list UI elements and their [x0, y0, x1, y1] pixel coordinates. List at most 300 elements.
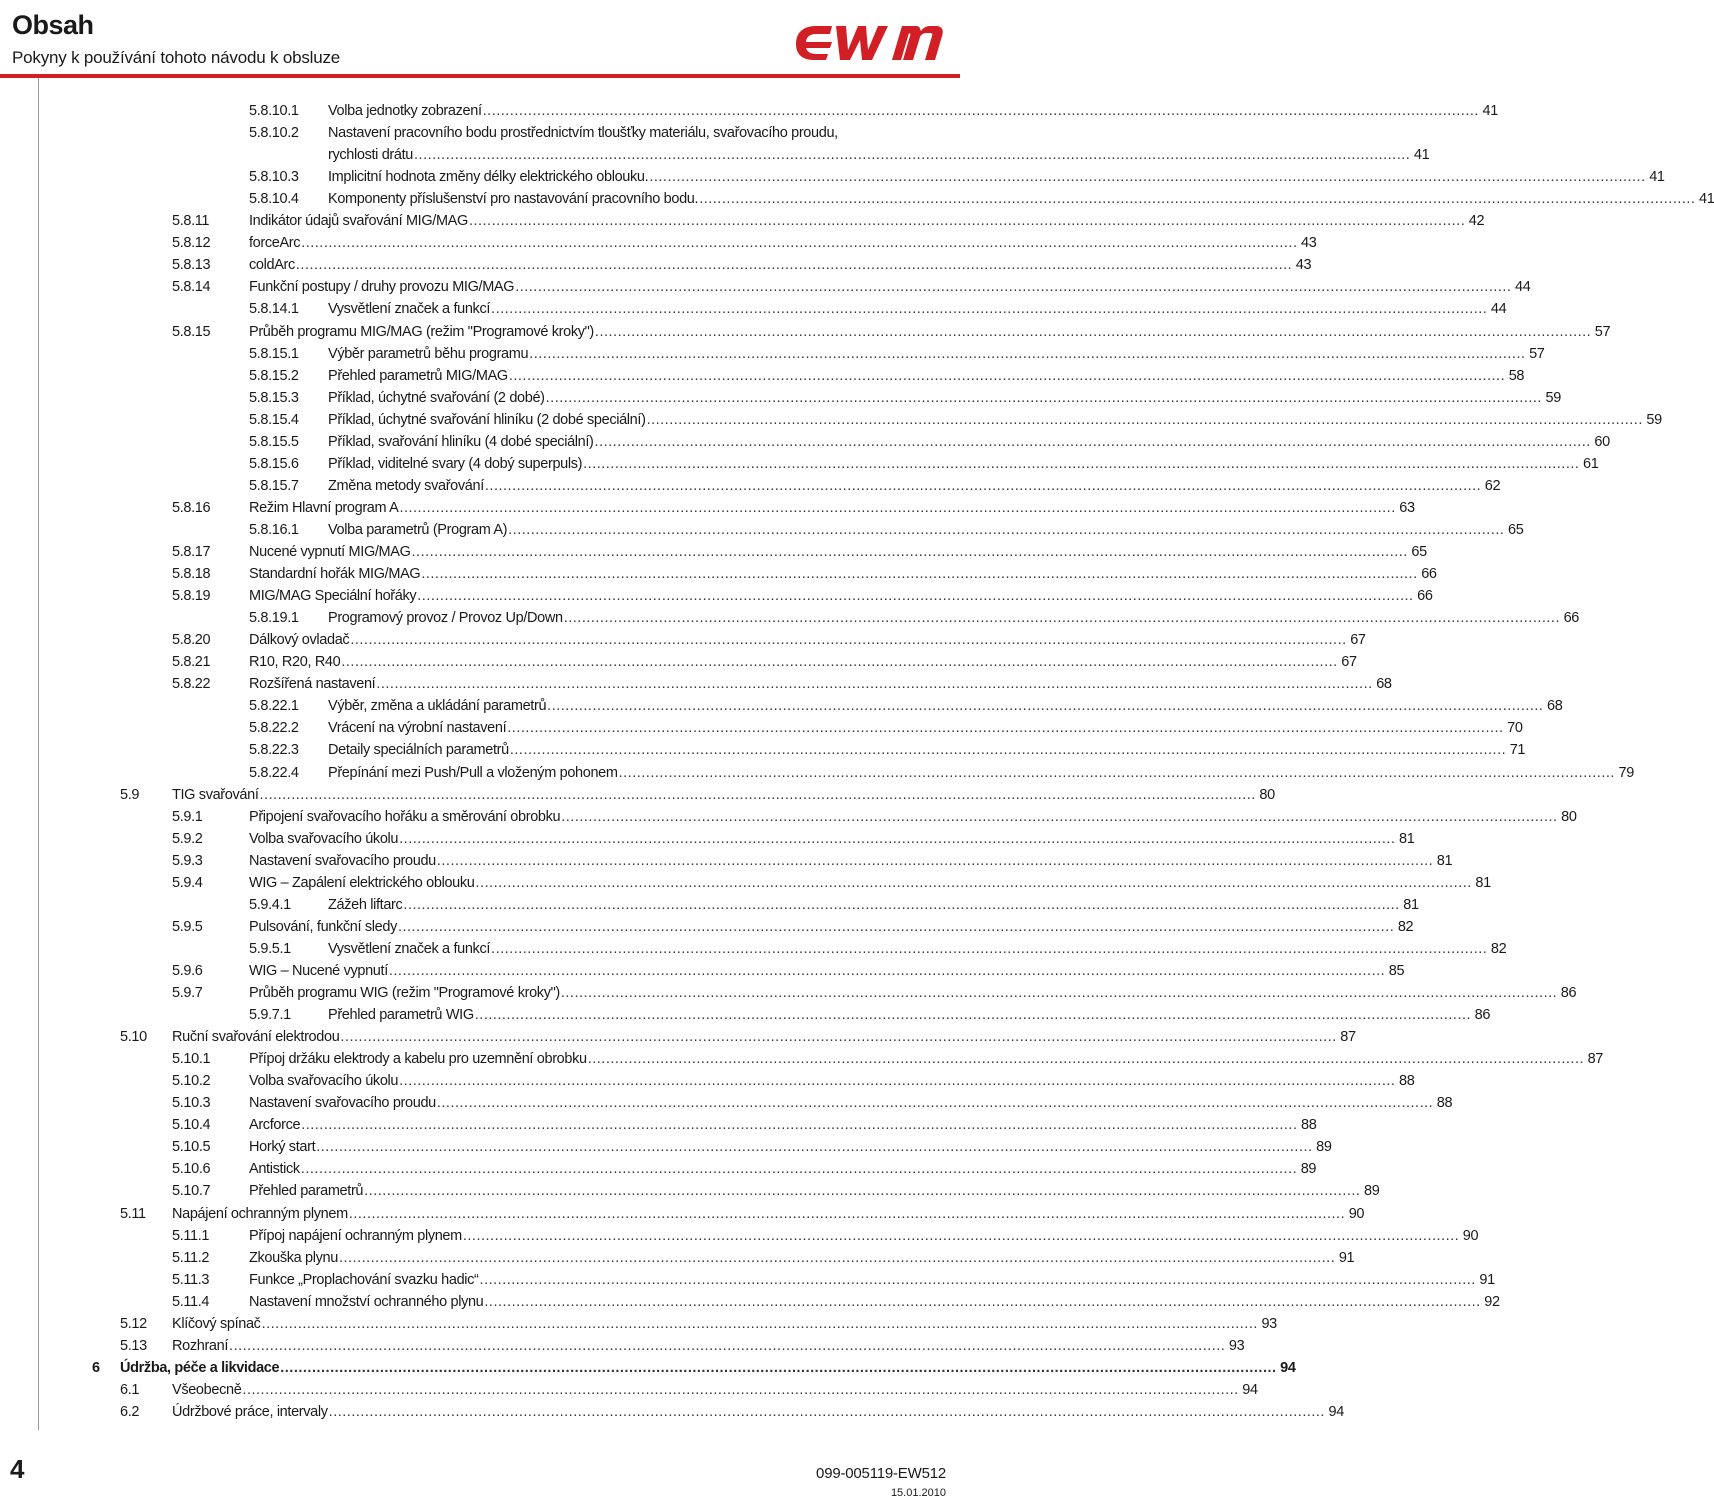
toc-entry-label: Přehled parametrů MIG/MAG: [328, 367, 508, 384]
toc-dot-leader: ............................................................................................................................................................................................................................: [301, 235, 1298, 252]
toc-entry-label: coldArc: [249, 257, 295, 274]
toc-entry[interactable]: [0, 169, 1665, 191]
toc-entry-label: Přehled parametrů WIG: [328, 1007, 474, 1024]
toc-entry-page: 85: [1388, 962, 1405, 979]
toc-entry-number: 5.8.22.3: [249, 742, 299, 759]
toc-dot-leader: ............................................................................................................................................................................................................................: [561, 808, 1558, 825]
toc-entry[interactable]: [0, 764, 1634, 787]
toc-entry[interactable]: [0, 147, 1430, 169]
toc-entry-page: 94: [1280, 1359, 1296, 1376]
toc-entry-page: 44: [1515, 279, 1531, 296]
toc-entry-label: Vrácení na výrobní nastavení: [328, 720, 507, 737]
toc-dot-leader: ............................................................................................................................................................................................................................: [529, 345, 1526, 362]
toc-entry[interactable]: [0, 1337, 1245, 1360]
toc-entry-number: 5.8.22.2: [249, 720, 299, 737]
toc-entry-number: 5.8.16.1: [249, 521, 299, 538]
toc-entry-number: 5.8.17: [172, 544, 211, 560]
toc-entry[interactable]: [0, 1117, 1317, 1139]
toc-entry[interactable]: [0, 1381, 1258, 1404]
toc-entry-label: Nastavení množství ochranného plynu: [249, 1293, 484, 1310]
toc-dot-leader: ............................................................................................................................................................................................................................: [507, 720, 1504, 737]
toc-entry-label: Příklad, svařování hliníku (4 dobé speciální): [328, 433, 594, 450]
toc-entry-number: 5.11.2: [172, 1249, 210, 1266]
toc-dot-leader: ............................................................................................................................................................................................................................: [295, 257, 1293, 274]
page-number: 4: [10, 1454, 25, 1484]
toc-entry-label: Připojení svařovacího hořáku a směrování obrobku: [249, 808, 561, 825]
toc-entry-page: 42: [1468, 213, 1485, 230]
toc-entry[interactable]: [0, 698, 1563, 720]
toc-entry-number: 5.8.15: [172, 323, 211, 340]
toc-entry-page: 82: [1490, 940, 1507, 957]
toc-entry[interactable]: [0, 499, 1415, 522]
toc-dot-leader: ............................................................................................................................................................................................................................: [280, 1359, 1277, 1376]
toc-dot-leader: ............................................................................................................................................................................................................................: [261, 1315, 1258, 1332]
page-header: [0, 0, 960, 84]
toc-entry-page: 44: [1490, 301, 1507, 318]
toc-dot-leader: ............................................................................................................................................................................................................................: [491, 301, 1488, 318]
toc-entry-label: Změna metody svařování: [328, 477, 484, 494]
toc-entry-label: Arcforce: [249, 1117, 301, 1134]
toc-entry[interactable]: [0, 1183, 1380, 1205]
toc-entry[interactable]: [0, 654, 1357, 676]
toc-entry-number: 5.8.15.2: [249, 367, 299, 384]
toc-entry-label: Zkouška plynu: [249, 1249, 338, 1266]
toc-entry[interactable]: [0, 566, 1437, 588]
toc-entry-label: TIG svařování: [172, 786, 259, 803]
toc-entry-label: Údržbové práce, intervaly: [172, 1403, 328, 1420]
toc-entry-number: 5.9.4: [172, 874, 203, 891]
toc-entry-number: 5.8.16: [172, 499, 211, 516]
toc-entry-page: 94: [1328, 1403, 1344, 1420]
toc-dot-leader: ............................................................................................................................................................................................................................: [508, 521, 1505, 538]
toc-entry-number: 5.9.5: [172, 918, 203, 935]
toc-dot-leader: ............................................................................................................................................................................................................................: [328, 1403, 1325, 1420]
toc-dot-leader: ............................................................................................................................................................................................................................: [545, 389, 1542, 406]
toc-entry-number: 5.8.10.1: [249, 103, 299, 119]
toc-entry-page: 65: [1411, 544, 1427, 560]
toc-dot-leader: ............................................................................................................................................................................................................................: [388, 962, 1386, 979]
toc-dot-leader: ............................................................................................................................................................................................................................: [417, 588, 1414, 605]
toc-entry[interactable]: [0, 544, 1427, 566]
toc-entry-number: 5.10.4: [172, 1117, 211, 1134]
toc-entry-page: 92: [1484, 1293, 1500, 1310]
toc-entry[interactable]: [0, 985, 1577, 1007]
toc-entry[interactable]: [0, 962, 1405, 985]
toc-entry[interactable]: [0, 808, 1577, 831]
toc-dot-leader: ............................................................................................................................................................................................................................: [436, 852, 1434, 869]
toc-entry-label: Komponenty příslušenství pro nastavování pracovního bodu.: [328, 191, 699, 208]
toc-entry-page: 87: [1340, 1029, 1356, 1046]
toc-entry-label: Přípoj napájení ochranným plynem: [249, 1227, 462, 1244]
toc-entry-number: 6.1: [120, 1381, 140, 1398]
toc-entry-label: Ruční svařování elektrodou: [172, 1029, 340, 1046]
toc-dot-leader: ............................................................................................................................................................................................................................: [587, 1051, 1585, 1068]
toc-entry[interactable]: [0, 1359, 1296, 1382]
toc-entry-number: 5.8.20: [172, 632, 211, 649]
toc-entry[interactable]: [0, 1095, 1453, 1117]
toc-entry-page: 71: [1509, 742, 1526, 759]
toc-entry-page: 94: [1242, 1381, 1258, 1398]
toc-entry-page: 57: [1594, 323, 1611, 340]
toc-dot-leader: ............................................................................................................................................................................................................................: [376, 676, 1373, 693]
toc-entry-label: Pulsování, funkční sledy: [249, 918, 397, 935]
toc-entry-number: 5.8.15.3: [249, 389, 299, 406]
toc-entry-label: WIG – Nucené vypnutí: [249, 962, 388, 979]
toc-entry-number: 5.8.10.3: [249, 169, 299, 186]
toc-dot-leader: ............................................................................................................................................................................................................................: [242, 1381, 1239, 1398]
toc-dot-leader: ............................................................................................................................................................................................................................: [341, 654, 1338, 671]
toc-entry-number: 5.10: [120, 1029, 147, 1046]
toc-dot-leader: ............................................................................................................................................................................................................................: [484, 477, 1482, 494]
toc-dot-leader: ............................................................................................................................................................................................................................: [479, 1271, 1476, 1288]
toc-entry[interactable]: [0, 257, 1312, 279]
toc-entry[interactable]: [0, 940, 1507, 963]
toc-entry[interactable]: [0, 1227, 1479, 1250]
toc-entry-number: 5.8.22.1: [249, 698, 299, 715]
toc-entry-label: forceArc: [249, 235, 301, 252]
toc-entry-number: 5.11.4: [172, 1293, 210, 1310]
toc-dot-leader: ............................................................................................................................................................................................................................: [340, 1029, 1337, 1046]
toc-entry-label: Napájení ochranným plynem: [172, 1205, 348, 1222]
toc-entry-page: 91: [1479, 1271, 1495, 1288]
toc-entry-label: Příklad, úchytné svařování hliníku (2 dobé speciální): [328, 411, 646, 428]
toc-entry-page: 66: [1417, 588, 1433, 605]
toc-entry-page: 86: [1474, 1007, 1491, 1024]
toc-dot-leader: ............................................................................................................................................................................................................................: [414, 147, 1411, 164]
toc-entry-number: 5.9.7: [172, 985, 203, 1001]
toc-entry-number: 5.10.6: [172, 1161, 211, 1178]
toc-entry[interactable]: [0, 1161, 1317, 1183]
toc-entry-label: Režim Hlavní program A: [249, 499, 399, 516]
toc-entry-label: Antistick: [249, 1161, 300, 1178]
toc-entry-page: 81: [1403, 896, 1419, 913]
toc-entry-number: 5.8.15.5: [249, 433, 299, 450]
toc-entry[interactable]: [0, 1293, 1500, 1316]
toc-entry[interactable]: [0, 213, 1485, 235]
toc-entry-label: Přepínání mezi Push/Pull a vloženým pohonem: [328, 764, 618, 781]
toc-entry-page: 81: [1475, 874, 1491, 891]
toc-entry-label: Přehled parametrů: [249, 1183, 364, 1200]
toc-entry-label: Příklad, úchytné svařování (2 dobé): [328, 389, 545, 406]
toc-entry-label: Volba parametrů (Program A): [328, 521, 508, 538]
toc-entry-label: Rozšířená nastavení: [249, 676, 376, 693]
toc-entry-number: 5.8.15.6: [249, 455, 299, 472]
toc-entry-label: Přípoj držáku elektrody a kabelu pro uzemnění obrobku: [249, 1051, 587, 1068]
toc-dot-leader: ............................................................................................................................................................................................................................: [509, 742, 1507, 759]
toc-entry-number: 5.8.15.1: [249, 345, 299, 362]
toc-entry[interactable]: [0, 786, 1275, 809]
toc-entry-number: 5.13: [120, 1337, 147, 1354]
toc-entry-page: 88: [1399, 1073, 1415, 1090]
toc-entry-number: 5.8.15.7: [249, 477, 299, 494]
toc-dot-leader: ............................................................................................................................................................................................................................: [563, 610, 1560, 627]
toc-entry-page: 65: [1508, 521, 1524, 538]
toc-entry-label: Volba jednotky zobrazení: [328, 103, 482, 119]
toc-dot-leader: ............................................................................................................................................................................................................................: [491, 940, 1488, 957]
toc-entry-number: 5.10.5: [172, 1139, 211, 1156]
toc-entry[interactable]: [0, 235, 1317, 257]
toc-entry-label: WIG – Zapálení elektrického oblouku: [249, 874, 475, 891]
toc-entry-label: Funkční postupy / druhy provozu MIG/MAG: [249, 279, 515, 296]
toc-entry-label: Standardní hořák MIG/MAG: [249, 566, 421, 583]
toc-entry-number: 5.9.5.1: [249, 940, 291, 957]
toc-dot-leader: ............................................................................................................................................................................................................................: [474, 1007, 1472, 1024]
toc-entry-number: 5.11.1: [172, 1227, 210, 1244]
toc-dot-leader: ............................................................................................................................................................................................................................: [583, 455, 1580, 472]
toc-dot-leader: ............................................................................................................................................................................................................................: [484, 1293, 1481, 1310]
toc-entry-page: 79: [1618, 764, 1634, 781]
toc-entry-page: 43: [1301, 235, 1317, 252]
toc-dot-leader: ............................................................................................................................................................................................................................: [316, 1139, 1313, 1156]
toc-dot-leader: ............................................................................................................................................................................................................................: [403, 896, 1400, 913]
toc-entry[interactable]: [0, 1271, 1495, 1294]
toc-entry-page: 67: [1350, 632, 1366, 649]
toc-dot-leader: ............................................................................................................................................................................................................................: [594, 323, 1592, 340]
toc-entry[interactable]: [0, 742, 1526, 764]
toc-dot-leader: ............................................................................................................................................................................................................................: [338, 1249, 1336, 1266]
toc-entry[interactable]: [0, 103, 1498, 125]
toc-entry-number: 5.10.1: [172, 1051, 211, 1068]
toc-entry-page: 43: [1295, 257, 1312, 274]
toc-dot-leader: ............................................................................................................................................................................................................................: [547, 698, 1544, 715]
toc-entry-number: 6.2: [120, 1403, 140, 1420]
toc-dot-leader: ............................................................................................................................................................................................................................: [618, 764, 1615, 781]
toc-entry-page: 61: [1583, 455, 1599, 472]
ewm-logo: [792, 14, 944, 60]
toc-entry-label: Detaily speciálních parametrů: [328, 742, 509, 759]
toc-entry-number: 5.8.22.4: [249, 764, 299, 781]
toc-entry-number: 5.8.19.1: [249, 610, 299, 627]
toc-entry-label: Nastavení svařovacího proudu: [249, 852, 436, 869]
toc-entry-page: 68: [1547, 698, 1563, 715]
toc-entry-label: Průběh programu WIG (režim "Programové kroky"): [249, 985, 560, 1001]
toc-entry-number: 5.9: [120, 786, 140, 803]
toc-entry-page: 62: [1484, 477, 1501, 494]
toc-dot-leader: ............................................................................................................................................................................................................................: [508, 367, 1506, 384]
toc-entry-label: Všeobecně: [172, 1381, 242, 1398]
toc-entry-page: 67: [1341, 654, 1357, 671]
toc-entry-label: Příklad, viditelné svary (4 dobý superpuls): [328, 455, 583, 472]
toc-entry-number: 5.10.3: [172, 1095, 211, 1112]
toc-entry-number: 5.9.2: [172, 830, 203, 847]
toc-entry-page: 70: [1507, 720, 1523, 737]
toc-dot-leader: ............................................................................................................................................................................................................................: [482, 103, 1479, 119]
toc-dot-leader: ............................................................................................................................................................................................................................: [475, 874, 1472, 891]
toc-entry-number: 5.8.14.1: [249, 301, 299, 318]
toc-entry-page: 57: [1529, 345, 1545, 362]
toc-entry[interactable]: [0, 918, 1414, 941]
toc-entry[interactable]: [0, 852, 1453, 875]
toc-entry-label: Dálkový ovladač: [249, 632, 350, 649]
toc-entry-page: 90: [1348, 1205, 1365, 1222]
toc-entry[interactable]: [0, 1403, 1344, 1426]
toc-entry[interactable]: [0, 477, 1501, 500]
toc-entry-label: Indikátor údajů svařování MIG/MAG: [249, 213, 468, 230]
toc-entry[interactable]: [0, 1315, 1277, 1338]
toc-entry[interactable]: [0, 433, 1610, 456]
toc-entry-label: Horký start: [249, 1139, 316, 1156]
toc-entry-number: 5.8.12: [172, 235, 211, 252]
toc-entry[interactable]: [0, 896, 1419, 919]
toc-dot-leader: ............................................................................................................................................................................................................................: [411, 544, 1408, 560]
toc-entry-label: Výběr, změna a ukládání parametrů: [328, 698, 547, 715]
toc-entry-label: Rozhraní: [172, 1337, 229, 1354]
toc-entry-label: Volba svařovacího úkolu: [249, 1073, 399, 1090]
toc-entry-number: 5.11: [120, 1205, 146, 1222]
toc-entry[interactable]: [0, 367, 1525, 390]
toc-entry[interactable]: [0, 610, 1579, 632]
toc-entry-page: 41: [1482, 103, 1498, 119]
document-date: 15.01.2010: [890, 1487, 946, 1499]
page-title: Obsah: [12, 10, 94, 40]
toc-entry-page: 59: [1646, 411, 1662, 428]
toc-entry[interactable]: [0, 1007, 1491, 1029]
toc-entry-page: 89: [1364, 1183, 1380, 1200]
toc-entry[interactable]: [0, 323, 1611, 346]
toc-entry-number: 5.8.18: [172, 566, 211, 583]
toc-entry[interactable]: [0, 874, 1491, 897]
toc-entry-number: 6: [92, 1359, 100, 1376]
toc-entry-number: 5.8.21: [172, 654, 211, 671]
toc-entry-label: R10, R20, R40: [249, 654, 341, 671]
toc-entry[interactable]: [0, 279, 1531, 301]
toc-entry-page: 82: [1397, 918, 1414, 935]
toc-entry-label: Nastavení svařovacího proudu: [249, 1095, 436, 1112]
toc-entry-number: 5.9.7.1: [249, 1007, 291, 1024]
toc-dot-leader: ............................................................................................................................................................................................................................: [259, 786, 1256, 803]
toc-entry[interactable]: [0, 1205, 1365, 1228]
toc-entry-number: 5.8.10.2: [249, 125, 299, 142]
toc-entry-page: 89: [1300, 1161, 1317, 1178]
toc-entry-page: 88: [1301, 1117, 1317, 1134]
toc-entry-number: 5.8.13: [172, 257, 211, 274]
toc-entry-page: 81: [1399, 830, 1415, 847]
toc-entry-number: 5.8.15.4: [249, 411, 299, 428]
toc-entry-label: Programový provoz / Provoz Up/Down: [328, 610, 563, 627]
toc-entry-label: Údržba, péče a likvidace: [120, 1359, 280, 1376]
toc-entry-page: 80: [1561, 808, 1577, 825]
toc-entry-number: 5.8.19: [172, 588, 211, 605]
toc-entry-page: 41: [1699, 191, 1714, 208]
toc-entry[interactable]: [0, 1139, 1332, 1161]
toc-entry[interactable]: [0, 1029, 1356, 1051]
toc-entry[interactable]: [0, 521, 1524, 544]
toc-entry-number: 5.8.14: [172, 279, 211, 296]
toc-dot-leader: ............................................................................................................................................................................................................................: [699, 191, 1696, 208]
toc-dot-leader: ............................................................................................................................................................................................................................: [468, 213, 1466, 230]
toc-dot-leader: ............................................................................................................................................................................................................................: [649, 169, 1646, 186]
toc-entry-label: Klíčový spínač: [172, 1315, 261, 1332]
toc-entry-page: 66: [1421, 566, 1437, 583]
toc-dot-leader: ............................................................................................................................................................................................................................: [646, 411, 1643, 428]
toc-entry-label: Nastavení pracovního bodu prostřednictvím tloušťky materiálu, svařovacího proudu,: [328, 125, 838, 142]
toc-entry-label: Funkce „Proplachování svazku hadic“: [249, 1271, 479, 1288]
toc-entry[interactable]: [0, 1073, 1415, 1095]
toc-entry[interactable]: [0, 191, 1714, 213]
toc-entry-number: 5.12: [120, 1315, 147, 1332]
toc-dot-leader: ............................................................................................................................................................................................................................: [350, 632, 1347, 649]
toc-entry[interactable]: [0, 455, 1599, 478]
document-number: 099-005119-EW512: [816, 1465, 946, 1482]
toc-entry-page: 86: [1560, 985, 1577, 1001]
toc-entry[interactable]: [0, 389, 1561, 412]
toc-entry[interactable]: [0, 720, 1523, 742]
toc-dot-leader: ............................................................................................................................................................................................................................: [436, 1095, 1434, 1112]
toc-dot-leader: ............................................................................................................................................................................................................................: [399, 830, 1396, 847]
toc-entry-label: Výběr parametrů běhu programu: [328, 345, 529, 362]
toc-entry[interactable]: [0, 301, 1507, 323]
toc-entry-number: 5.9.3: [172, 852, 203, 869]
toc-dot-leader: ............................................................................................................................................................................................................................: [399, 1073, 1396, 1090]
toc-entry-page: 89: [1316, 1139, 1332, 1156]
toc-dot-leader: ............................................................................................................................................................................................................................: [348, 1205, 1346, 1222]
toc-entry-label: Průběh programu MIG/MAG (režim "Programové kroky"): [249, 323, 594, 340]
toc-dot-leader: ............................................................................................................................................................................................................................: [421, 566, 1418, 583]
toc-entry[interactable]: [0, 125, 954, 147]
toc-entry-number: 5.8.22: [172, 676, 211, 693]
toc-entry-label: Zážeh liftarc: [328, 896, 403, 913]
toc-entry-number: 5.11.3: [172, 1271, 210, 1288]
toc-dot-leader: ............................................................................................................................................................................................................................: [515, 279, 1512, 296]
toc-dot-leader: ............................................................................................................................................................................................................................: [229, 1337, 1226, 1354]
toc-dot-leader: ............................................................................................................................................................................................................................: [462, 1227, 1460, 1244]
toc-entry-page: 63: [1399, 499, 1415, 516]
toc-entry-page: 68: [1376, 676, 1392, 693]
toc-entry-label: Volba svařovacího úkolu: [249, 830, 399, 847]
toc-entry-page: 80: [1259, 786, 1275, 803]
toc-entry-page: 81: [1436, 852, 1453, 869]
toc-entry-page: 90: [1462, 1227, 1479, 1244]
toc-entry[interactable]: [0, 1051, 1604, 1073]
page-subtitle: Pokyny k používání tohoto návodu k obsluze: [12, 48, 341, 67]
toc-entry[interactable]: [0, 676, 1392, 698]
toc-entry[interactable]: [0, 830, 1415, 853]
toc-dot-leader: ............................................................................................................................................................................................................................: [364, 1183, 1361, 1200]
toc-dot-leader: ............................................................................................................................................................................................................................: [301, 1117, 1298, 1134]
toc-dot-leader: ............................................................................................................................................................................................................................: [300, 1161, 1298, 1178]
toc-entry-page: 88: [1436, 1095, 1453, 1112]
toc-entry-page: 41: [1413, 147, 1430, 164]
toc-entry-label: Vysvětlení značek a funkcí: [328, 940, 491, 957]
toc-entry-number: 5.9.4.1: [249, 896, 291, 913]
toc-entry-number: 5.8.11: [172, 213, 210, 230]
toc-entry-page: 59: [1545, 389, 1561, 406]
toc-entry-page: 93: [1228, 1337, 1245, 1354]
toc-dot-leader: ............................................................................................................................................................................................................................: [594, 433, 1591, 450]
toc-entry-number: 5.8.10.4: [249, 191, 299, 208]
header-rule: [0, 74, 960, 78]
toc-entry-page: 41: [1649, 169, 1665, 186]
toc-entry[interactable]: [0, 1249, 1355, 1272]
toc-entry-label: Implicitní hodnota změny délky elektrického oblouku.: [328, 169, 649, 186]
toc-entry[interactable]: [0, 588, 1433, 610]
toc-entry-number: 5.10.7: [172, 1183, 211, 1200]
toc-entry-page: 91: [1338, 1249, 1355, 1266]
toc-entry-number: 5.9.6: [172, 962, 203, 979]
toc-dot-leader: ............................................................................................................................................................................................................................: [560, 985, 1558, 1001]
toc-dot-leader: ............................................................................................................................................................................................................................: [399, 499, 1396, 516]
toc-entry-page: 87: [1587, 1051, 1604, 1068]
toc-entry-page: 60: [1594, 433, 1610, 450]
toc-entry-number: 5.10.2: [172, 1073, 211, 1090]
toc-entry-label: Vysvětlení značek a funkcí: [328, 301, 491, 318]
toc-entry-number: 5.9.1: [172, 808, 203, 825]
toc-entry[interactable]: [0, 345, 1545, 368]
toc-entry[interactable]: [0, 411, 1662, 434]
toc-entry-page: 66: [1563, 610, 1579, 627]
toc-entry-page: 58: [1508, 367, 1525, 384]
toc-entry[interactable]: [0, 632, 1366, 654]
